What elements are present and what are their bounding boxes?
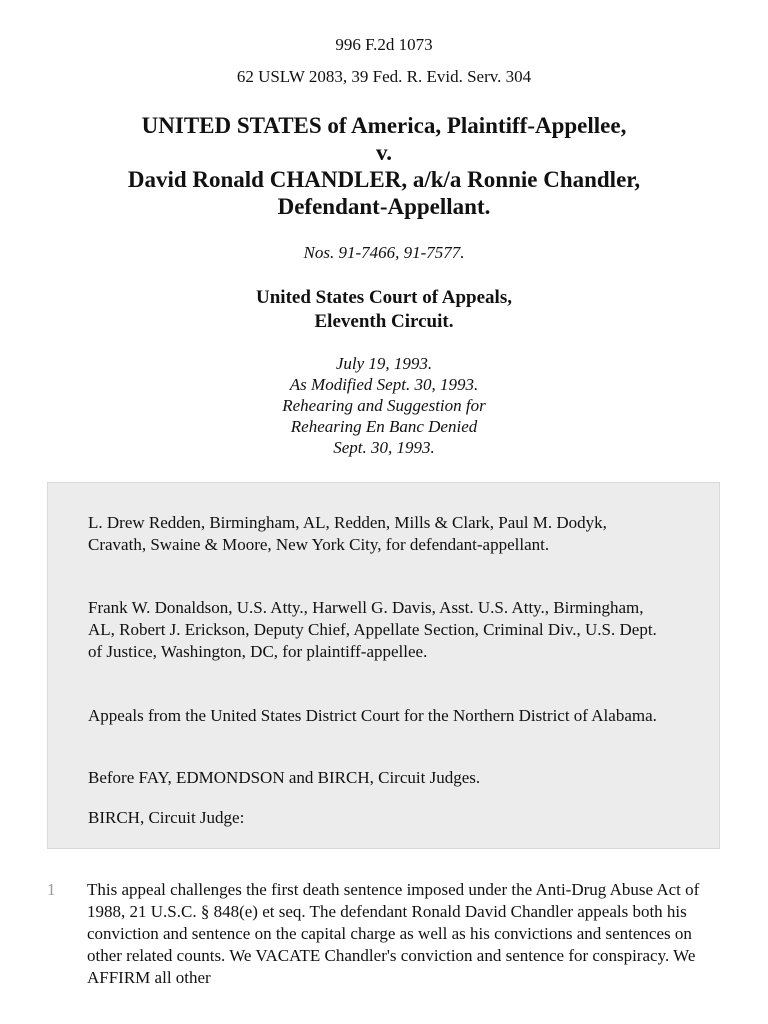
reporter-citation: 996 F.2d 1073 — [335, 35, 433, 54]
court-name-line1: United States Court of Appeals, — [256, 287, 512, 308]
rehearing-line2: Rehearing En Banc Denied — [290, 417, 478, 436]
paragraph-text: This appeal challenges the first death sentence imposed under the Anti-Drug Abuse Act of 1988, 21 U.S.C. § 848(e) et seq. The defendant Ronald David Chandler appeals both his conviction and sentence on the capital charge as well as his convictions and sentences on other related counts. We VACATE Chandler's conviction and sentence for conspiracy. We AFFIRM all other — [87, 880, 700, 987]
opinion-author: BIRCH, Circuit Judge: — [88, 808, 245, 827]
caption-defendant: David Ronald CHANDLER, a/k/a Ronnie Chandler, — [127, 167, 641, 192]
decision-dates — [0, 353, 768, 458]
counsel-panel — [47, 482, 720, 849]
docket-numbers: Nos. 91-7466, 91-7577. — [303, 243, 465, 262]
defendant-counsel: L. Drew Redden, Birmingham, AL, Redden, Mills & Clark, Paul M. Dodyk, Cravath, Swaine & Moore, New York City, for defendant-appellant. — [88, 513, 607, 554]
paragraph-number: 1 — [47, 880, 56, 899]
court-name-line2: Eleventh Circuit. — [314, 311, 454, 332]
caption-plaintiff: UNITED STATES of America, Plaintiff-Appellee, — [141, 113, 627, 138]
caption-defendant-role: Defendant-Appellant. — [277, 194, 491, 219]
plaintiff-counsel: Frank W. Donaldson, U.S. Atty., Harwell G. Davis, Asst. U.S. Atty., Birmingham, AL, Robert J. Erickson, Deputy Chief, Appellate Section, Criminal Div., U.S. Dept. of Justice, Washington, DC, for plaintiff-appellee. — [88, 598, 657, 661]
modified-date: As Modified Sept. 30, 1993. — [289, 375, 479, 394]
court-name — [0, 286, 768, 334]
decision-date: July 19, 1993. — [335, 354, 433, 373]
case-caption — [0, 112, 768, 220]
appeal-source: Appeals from the United States District Court for the Northern District of Alabama. — [88, 706, 657, 725]
rehearing-date: Sept. 30, 1993. — [333, 438, 435, 457]
parallel-citations: 62 USLW 2083, 39 Fed. R. Evid. Serv. 304 — [236, 67, 532, 86]
rehearing-line1: Rehearing and Suggestion for — [282, 396, 486, 415]
panel-judges: Before FAY, EDMONDSON and BIRCH, Circuit Judges. — [88, 768, 481, 787]
caption-versus: v. — [376, 140, 392, 165]
